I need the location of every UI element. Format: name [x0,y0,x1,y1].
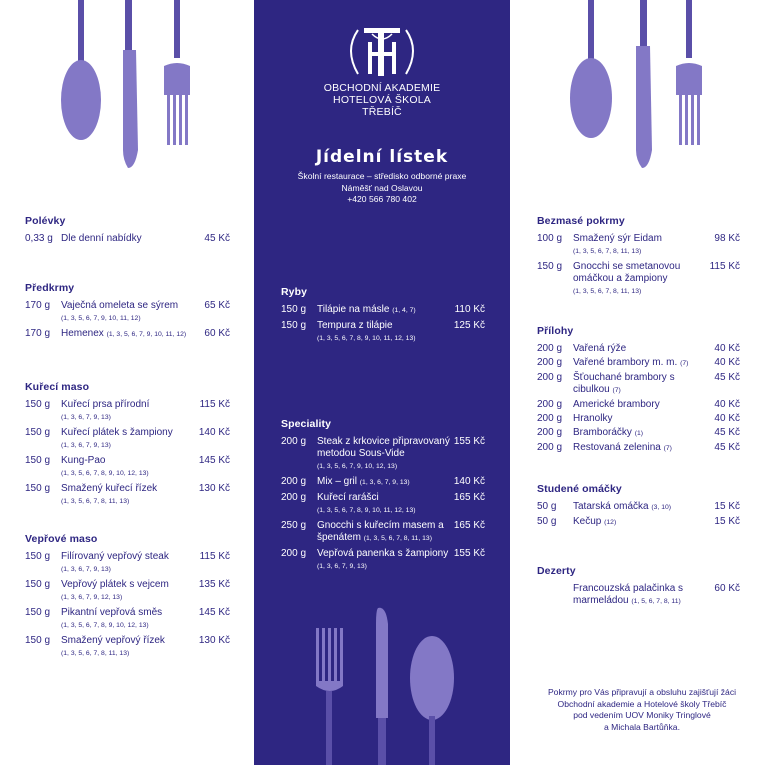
item-weight: 200 g [281,548,307,559]
item-name [317,492,450,517]
item-name [61,483,195,508]
item-name-text: Kečup [573,516,602,527]
item-price: 40 Kč [714,399,740,410]
item-allergens: (1, 3, 6, 7, 9, 13) [61,414,111,421]
section-veprove-maso [25,533,230,663]
item-weight: 150 g [25,635,51,646]
item-weight: 150 g [25,579,51,590]
item-allergens: (1, 3, 5, 6, 7, 9, 10, 12, 13) [317,463,398,470]
left-column [0,0,254,765]
item-name [61,455,195,480]
cutlery-top-right-icon [568,0,708,170]
item-name [317,436,450,473]
cutlery-top-left-icon [58,0,198,170]
menu-item [25,607,230,632]
item-weight: 150 g [25,455,51,466]
item-price: 40 Kč [714,343,740,354]
item-price: 40 Kč [714,357,740,368]
item-name [317,520,450,545]
item-name [573,357,710,370]
item-name: Americké brambory [573,399,660,410]
section-kureci-maso [25,381,230,511]
item-name [61,427,195,452]
item-price: 145 Kč [198,455,230,466]
credit-line: Obchodní akademie a Hotelové školy Třebíč [557,698,727,709]
right-column [510,0,765,765]
item-weight: 150 g [537,261,563,272]
item-name [573,233,710,258]
item-name [61,328,200,341]
menu-item [537,399,740,411]
item-price: 15 Kč [714,516,740,527]
menu-item [25,483,230,508]
item-name-text: Kuřecí rarášci [317,492,379,503]
menu-item [25,455,230,480]
item-price: 45 Kč [204,233,230,244]
info-line: +420 566 780 402 [347,194,417,204]
item-allergens: (1, 3, 5, 6, 7, 8, 11, 13) [61,498,130,505]
item-weight: 200 g [281,436,307,447]
item-price: 155 Kč [453,436,485,447]
item-allergens: (1, 3, 5, 6, 7, 8, 9, 10, 11, 12, 13) [317,335,416,342]
item-allergens: (1, 5, 6, 7, 8, 11) [631,598,681,605]
item-name-text: Smažený kuřecí řízek [61,483,158,494]
item-allergens: (1, 3, 5, 6, 7, 9, 10, 11, 12) [106,331,187,338]
staff-credit [532,687,752,733]
item-name-text: Kuřecí prsa přírodní [61,399,150,410]
item-name [573,516,710,529]
item-weight: 250 g [281,520,307,531]
item-price: 130 Kč [198,483,230,494]
item-name [61,635,195,660]
menu-item [537,343,740,355]
item-name-text: Šťouchané brambory s cibulkou [573,372,675,395]
section-title: Kuřecí maso [25,381,90,393]
item-name [317,304,451,317]
item-name [573,427,710,440]
menu-item [537,516,740,529]
item-weight: 150 g [281,320,307,331]
section-title: Studené omáčky [537,483,622,495]
item-price: 45 Kč [714,427,740,438]
item-price: 60 Kč [714,583,740,594]
item-price: 40 Kč [714,413,740,424]
school-name-line: TŘEBÍČ [362,106,402,118]
menu-item [537,261,740,298]
section-title: Polévky [25,215,66,227]
menu-item [537,357,740,370]
item-allergens: (1, 3, 5, 6, 7, 8, 11, 13) [363,535,432,542]
item-name [317,548,450,573]
item-name [317,320,450,345]
item-weight: 200 g [537,399,563,410]
item-price: 165 Kč [453,492,485,503]
item-name-text: Vaječná omeleta se sýrem [61,300,179,311]
item-name-text: Pikantní vepřová směs [61,607,163,618]
item-price: 140 Kč [198,427,230,438]
item-weight: 200 g [537,343,563,354]
item-weight: 200 g [537,413,563,424]
section-title: Speciality [281,418,332,430]
item-allergens: (1, 3, 5, 6, 7, 8, 11, 13) [61,650,130,657]
item-weight: 170 g [25,328,51,339]
menu-item [281,548,485,573]
menu-item [537,413,740,425]
item-name-text: Kuřecí plátek s žampiony [61,427,173,438]
menu-item [537,233,740,258]
menu-title: Jídelní lístek [315,147,449,167]
item-name [61,579,195,604]
menu-item [25,328,230,341]
item-price: 15 Kč [714,501,740,512]
section-title: Vepřové maso [25,533,98,545]
item-allergens: (1, 3, 5, 6, 7, 8, 11, 13) [573,248,642,255]
item-name [573,261,706,298]
menu-item [281,436,485,473]
school-monogram-logo-icon [342,22,422,82]
school-name [254,82,510,118]
item-name-text: Francouzská palačinka s marmeládou [573,583,684,606]
item-name-text: Vepřový plátek s vejcem [61,579,169,590]
item-price: 155 Kč [453,548,485,559]
section-title: Dezerty [537,565,576,577]
section-predkrmy [25,282,230,344]
menu-item [537,583,740,608]
menu-item [25,579,230,604]
item-name-text: Vařené brambory m. m. [573,357,678,368]
item-name [573,372,710,397]
menu-item [281,304,485,317]
menu-item [537,427,740,440]
item-name [61,551,196,576]
item-price: 110 Kč [454,304,485,315]
menu-item [281,320,485,345]
cutlery-bottom-icon [314,606,454,765]
item-allergens: (1, 3, 5, 6, 7, 8, 9, 10, 11, 12, 13) [317,507,416,514]
item-price: 135 Kč [198,579,230,590]
item-allergens: (1, 3, 5, 6, 7, 8, 11, 13) [573,288,642,295]
item-price: 115 Kč [709,261,740,272]
section-prilohy [537,325,740,457]
item-allergens: (1, 3, 6, 7, 9, 13) [61,442,111,449]
section-title: Bezmasé pokrmy [537,215,625,227]
item-weight: 200 g [537,427,563,438]
item-allergens: (1, 3, 5, 6, 7, 8, 9, 10, 12, 13) [61,622,149,629]
restaurant-info [254,171,510,206]
item-price: 45 Kč [714,372,740,383]
item-weight: 170 g [25,300,51,311]
item-allergens: (1, 3, 6, 7, 9, 13) [359,479,410,486]
section-ryby [281,286,485,348]
school-name-line: HOTELOVÁ ŠKOLA [333,94,431,106]
item-name: Vařená rýže [573,343,627,354]
item-name: Dle denní nabídky [61,233,142,244]
middle-column [254,0,510,765]
section-title: Přílohy [537,325,574,337]
item-name-text: Kung-Pao [61,455,106,466]
item-price: 130 Kč [198,635,230,646]
item-allergens: (1, 3, 6, 7, 9, 13) [61,566,111,573]
item-name-text: Steak z krkovice připravovaný metodou Sous-Vide [317,436,450,459]
menu-item [281,492,485,517]
item-name [573,501,710,514]
item-allergens: (1, 3, 5, 6, 7, 8, 9, 10, 12, 13) [61,470,149,477]
credit-line: Pokrmy pro Vás připravují a obsluhu zajišťují žáci [547,687,737,697]
section-title: Ryby [281,286,308,298]
item-name [61,300,200,325]
item-name [573,583,710,608]
item-weight: 150 g [25,427,51,438]
info-line: Školní restaurace – středisko odborné praxe [297,171,467,181]
item-weight: 150 g [25,483,51,494]
credit-line: pod vedením UOV Moniky Tringlové [573,710,711,720]
item-weight: 200 g [537,357,563,368]
item-weight [537,583,573,608]
item-price: 140 Kč [453,476,485,487]
item-name: Hranolky [573,413,613,424]
menu-item [25,551,230,576]
item-name-text: Smažený vepřový řízek [61,635,165,646]
item-name-text: Tatarská omáčka [573,501,649,512]
section-title: Předkrmy [25,282,75,294]
item-weight: 200 g [281,476,307,487]
info-line: Náměšť nad Oslavou [341,182,423,193]
item-name-text: Gnocchi s kuřecím masem a špenátem [317,520,444,543]
item-weight: 150 g [25,551,51,562]
item-weight: 150 g [25,607,51,618]
item-weight: 200 g [537,442,563,453]
item-name-text: Bramboráčky [573,427,632,438]
item-name-text: Tempura z tilápie [317,320,393,331]
menu-item [25,635,230,660]
item-name-text: Restovaná zelenina [573,442,661,453]
item-name [61,399,196,424]
item-allergens: (3, 10) [651,504,672,511]
menu-item [25,427,230,452]
section-speciality [281,418,485,576]
item-price: 45 Kč [714,442,740,453]
item-price: 115 Kč [199,551,230,562]
menu-item [537,372,740,397]
item-weight: 150 g [281,304,307,315]
school-name-line: OBCHODNÍ AKADEMIE [323,82,441,94]
section-dezerty [537,565,740,611]
menu-item [25,399,230,424]
item-name-text: Hemenex [61,328,104,339]
menu-item [281,476,485,489]
item-allergens: (1) [634,430,643,437]
item-weight: 150 g [25,399,51,410]
item-name [61,607,195,632]
item-allergens: (1, 3, 6, 7, 9, 12, 13) [61,594,123,601]
item-weight: 50 g [537,501,557,512]
item-name-text: Mix – gril [317,476,358,487]
item-allergens: (1, 4, 7) [392,307,416,314]
item-price: 65 Kč [204,300,230,311]
item-allergens: (7) [663,445,672,452]
item-weight: 100 g [537,233,563,244]
item-weight: 200 g [281,492,307,503]
item-price: 165 Kč [453,520,485,531]
item-allergens: (7) [680,360,689,367]
item-allergens: (7) [612,387,621,394]
item-price: 98 Kč [714,233,740,244]
item-weight: 200 g [537,372,563,383]
item-name [573,442,710,455]
item-name-text: Tilápie na másle [317,304,390,315]
menu-item [25,300,230,325]
menu-item [25,233,230,245]
menu-item [537,501,740,514]
item-name-text: Filírovaný vepřový steak [61,551,169,562]
item-name-text: Smažený sýr Eidam [573,233,662,244]
item-price: 115 Kč [199,399,230,410]
item-name [317,476,450,489]
item-weight: 50 g [537,516,557,527]
item-name-text: Vepřová panenka s žampiony [317,548,449,559]
item-price: 145 Kč [198,607,230,618]
item-weight: 0,33 g [25,233,53,244]
section-studene-omacky [537,483,740,532]
item-allergens: (12) [604,519,617,526]
section-bezmase-pokrmy [537,215,740,301]
credit-line: a Michala Bartůňka. [604,721,680,732]
item-name-text: Gnocchi se smetanovou omáčkou a žampiony [573,261,681,284]
item-allergens: (1, 3, 6, 7, 9, 13) [317,563,367,570]
menu-item [281,520,485,545]
item-price: 60 Kč [204,328,230,339]
menu-item [537,442,740,455]
item-allergens: (1, 3, 5, 6, 7, 9, 10, 11, 12) [61,315,141,322]
section-polevky [25,215,230,248]
item-price: 125 Kč [453,320,485,331]
